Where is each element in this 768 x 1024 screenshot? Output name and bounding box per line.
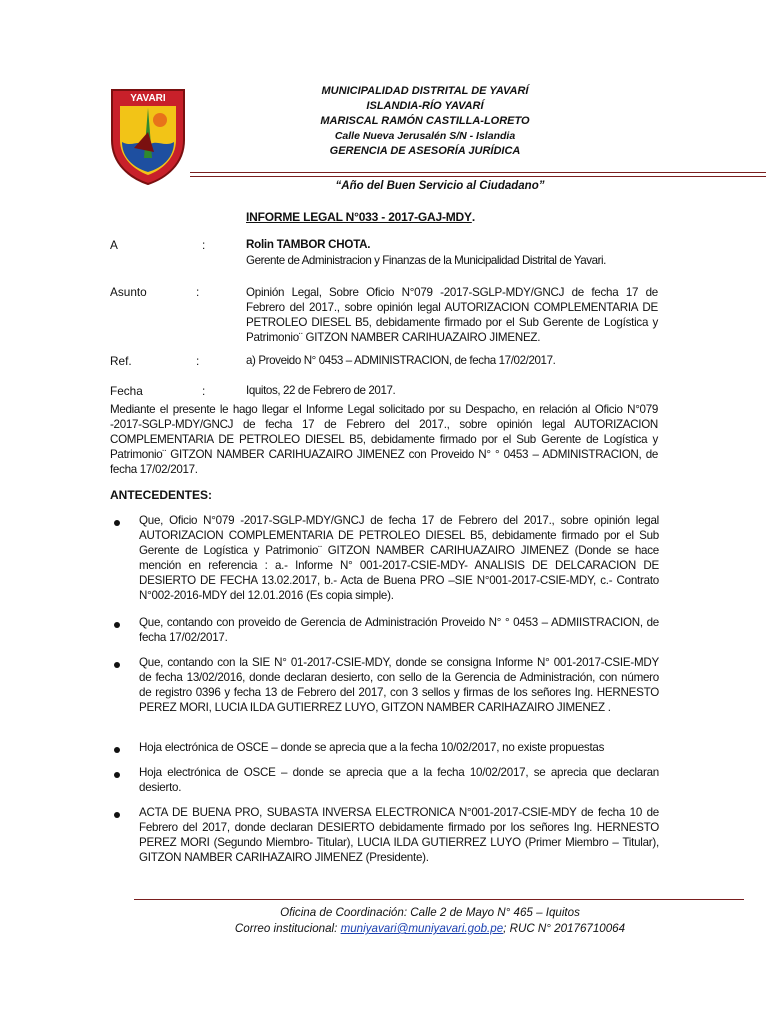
to-label: A: [110, 238, 118, 252]
antecedentes-heading: ANTECEDENTES:: [110, 488, 213, 502]
to-name: Rolin TAMBOR CHOTA.: [246, 238, 371, 251]
subject-text: Opinión Legal, Sobre Oficio N°079 -2017-SGLP-MDY/GNCJ de fecha 17 de Febrero del 2017., sobre opinión legal AUTORIZACION COMPLEMENTARIA DE PETROLEO DIESEL B5, debidamente firmado por el Sub Gerente de Logística y Patrimonio¨ GITZON NAMBER CARIHUAZAIRO JIMENEZ.: [246, 286, 658, 344]
footer-contact: [130, 921, 730, 937]
date-colon: :: [202, 384, 206, 398]
municipality-shield-logo: [108, 88, 188, 186]
intro-paragraph: Mediante el presente le hago llegar el Informe Legal solicitado por su Despacho, en relación al Oficio N°079 -2017-SGLP-MDY/GNCJ de fecha 17 de Febrero del 2017., sobre opinión legal AUTORIZACION COMPLEMENTARIA DE PETROLEO DIESEL B5, debidamente firmado por el Sub Gerente de Logística y Patrimonio¨ GITZON NAMBER CARIHUAZAIRO JIMENEZ con Proveido N° ° 0453 – ADMINISTRACION, de fecha 17/02/2017.: [110, 403, 658, 476]
antecedente-item: ACTA DE BUENA PRO, SUBASTA INVERSA ELECTRONICA N°001-2017-CSIE-MDY de fecha 10 de Febrero del 2017, donde declaran DESIERTO debidamente firmado por los señores Ing. HERNESTO PEREZ MORI (Segundo Miembro- Titular), LUCIA ILDA GUTIERREZ LUYO (Primer Miembro – Titular), GITZON NAMBER CARIHAZAIRO JIMENEZ (Presidente).: [139, 806, 659, 864]
to-position: Gerente de Administracion y Finanzas de la Municipalidad Distrital de Yavari.: [246, 254, 606, 267]
ref-colon: :: [196, 354, 200, 368]
ref-text: a) Proveido N° 0453 – ADMINISTRACION, de fecha 17/02/2017.: [246, 354, 556, 367]
header-line-location: ISLANDIA-RÍO YAVARÍ: [366, 100, 484, 112]
footer-email-link[interactable]: muniyavari@muniyavari.gob.pe: [340, 922, 504, 935]
bullet-dot: [114, 812, 120, 818]
footer-ruc: ; RUC N° 20176710064: [503, 922, 626, 935]
bullet-dot: [114, 520, 120, 526]
subject-colon: :: [196, 285, 200, 299]
header-line-province: MARISCAL RAMÓN CASTILLA-LORETO: [320, 115, 530, 127]
to-colon: :: [202, 238, 206, 252]
bullet-dot: [114, 747, 120, 753]
antecedente-item: Que, contando con la SIE N° 01-2017-CSIE-MDY, donde se consigna Informe N° 001-2017-CSIE-MDY de fecha 13/02/2016, donde declaran desierto, con sello de la Gerencia de Administración, con número de registro 0396 y fecha 13 de Febrero del 2017, con 3 sellos y firmas de los señores Ing. HERNESTO PEREZ MORI, LUCIA ILDA GUTIERREZ LUYO, GITZON NAMBER CARIHAZAIRO JIMENEZ .: [139, 656, 659, 714]
footer-office: Oficina de Coordinación: Calle 2 de Mayo N° 465 – Iquitos: [280, 906, 580, 919]
date-text: Iquitos, 22 de Febrero de 2017.: [246, 384, 396, 397]
header-rule: [190, 172, 766, 173]
logo-title-text: YAVARI: [130, 93, 166, 104]
subject-label: Asunto: [110, 285, 147, 299]
bullet-dot: [114, 662, 120, 668]
header-rule-thin: [190, 176, 766, 177]
report-title: [246, 210, 475, 224]
date-label: Fecha: [110, 384, 143, 398]
report-title-text: INFORME LEGAL N°033 - 2017-GAJ-MDY: [246, 210, 472, 224]
bullet-dot: [114, 772, 120, 778]
footer-email-label: Correo institucional:: [234, 922, 341, 935]
antecedente-item: Hoja electrónica de OSCE – donde se aprecia que a la fecha 10/02/2017, no existe propuestas: [139, 741, 605, 754]
header-block: [300, 84, 550, 159]
bullet-dot: [114, 622, 120, 628]
antecedente-item: Que, contando con proveido de Gerencia de Administración Proveido N° ° 0453 – ADMIISTRACION, de fecha 17/02/2017.: [139, 616, 659, 644]
header-line-department: GERENCIA DE ASESORÍA JURÍDICA: [329, 145, 521, 157]
header-line-address: Calle Nueva Jerusalén S/N - Islandia: [334, 130, 516, 142]
antecedente-item: Que, Oficio N°079 -2017-SGLP-MDY/GNCJ de fecha 17 de Febrero del 2017., sobre opinión legal AUTORIZACION COMPLEMENTARIA DE PETROLEO DIESEL B5, debidamente firmado por el Sub Gerente de Logística y Patrimonio¨ GITZON NAMBER CARIHUAZAIRO JIMENEZ (Donde se hace mención en referencia : a.- Informe N° 001-2017-CSIE-MDY- ANALISIS DE DELCARACION DE DESIERTO DE FECHA 13.02.2017, b.- Acta de Buena PRO –SIE N°001-2017-CSIE-MDY, c.- Contrato N°002-2016-MDY del 12.01.2016 (Es copia simple).: [139, 514, 659, 602]
header-line-municipality: MUNICIPALIDAD DISTRITAL DE YAVARÍ: [321, 85, 529, 97]
year-motto: “Año del Buen Servicio al Ciudadano”: [335, 180, 545, 192]
report-title-suffix: .: [471, 210, 475, 224]
ref-label: Ref.: [110, 354, 132, 368]
antecedente-item: Hoja electrónica de OSCE – donde se aprecia que a la fecha 10/02/2017, se aprecia que declaran desierto.: [139, 766, 659, 794]
footer-rule: [134, 899, 744, 900]
